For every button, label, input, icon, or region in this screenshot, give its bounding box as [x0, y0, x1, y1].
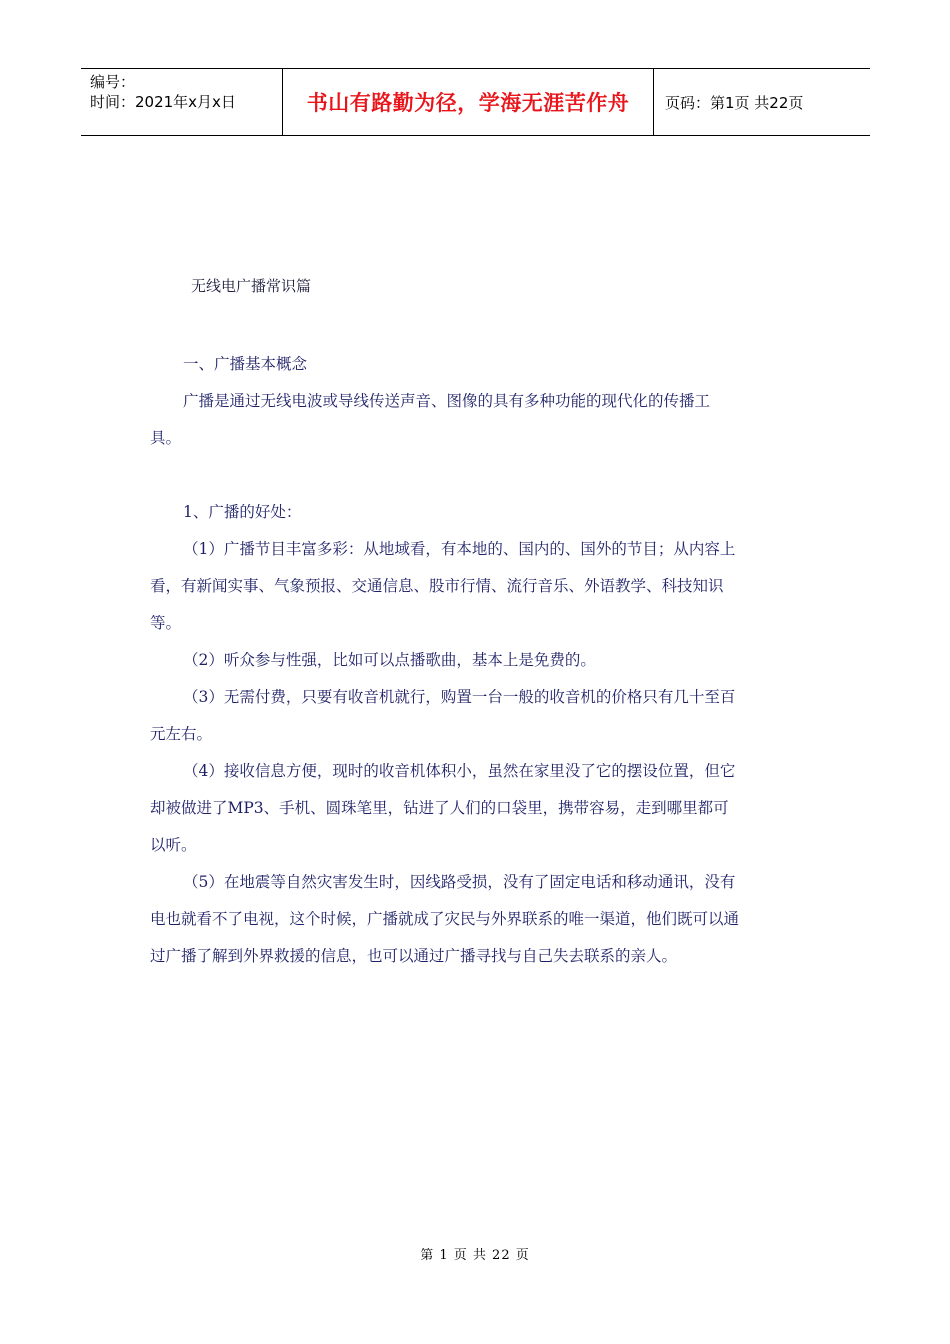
page-footer	[0, 1244, 950, 1263]
benefit-paragraph: （5）在地震等自然灾害发生时，因线路受损，没有了固定电话和移动通讯，没有电也就看不了电视，这个时候，广播就成了灾民与外界联系的唯一渠道，他们既可以通过广播了解到外界救援的信息，也可以通过广播寻找与自己失去联系的亲人。	[150, 873, 740, 965]
benefit-paragraph: （1）广播节目丰富多彩：从地域看，有本地的、国内的、国外的节目；从内容上看，有新闻实事、气象预报、交通信息、股市行情、流行音乐、外语教学、科技知识等。	[150, 540, 736, 632]
footer-page-number: 第 1 页 共 22 页	[420, 1248, 530, 1263]
section-heading: 一、广播基本概念	[183, 355, 308, 373]
document-time-label: 时间：2021年x月x日	[90, 93, 236, 111]
benefit-paragraph: （3）无需付费，只要有收音机就行，购置一台一般的收音机的价格只有几十至百元左右。	[150, 688, 736, 743]
header-motto: 书山有路勤为径，学海无涯苦作舟	[306, 91, 630, 115]
header-motto-cell	[282, 69, 654, 135]
benefit-paragraph: （2）听众参与性强，比如可以点播歌曲，基本上是免费的。	[183, 651, 596, 669]
document-header	[81, 68, 870, 136]
document-number-label: 编号：	[90, 73, 136, 91]
benefit-paragraph: （4）接收信息方便，现时的收音机体积小，虽然在家里没了它的摆设位置，但它却被做进了MP3、手机、圆珠笔里，钻进了人们的口袋里，携带容易，走到哪里都可以听。	[150, 762, 736, 854]
header-meta-cell	[81, 69, 282, 135]
header-page-info: 页码：第1页 共22页	[665, 93, 804, 112]
benefits-heading: 1、广播的好处：	[183, 503, 302, 521]
header-page-cell	[654, 69, 870, 135]
document-title: 无线电广播常识篇	[191, 277, 312, 295]
document-body	[150, 346, 740, 975]
paragraph-spacer	[150, 457, 740, 494]
definition-paragraph: 广播是通过无线电波或导线传送声音、图像的具有多种功能的现代化的传播工具。	[150, 392, 711, 447]
